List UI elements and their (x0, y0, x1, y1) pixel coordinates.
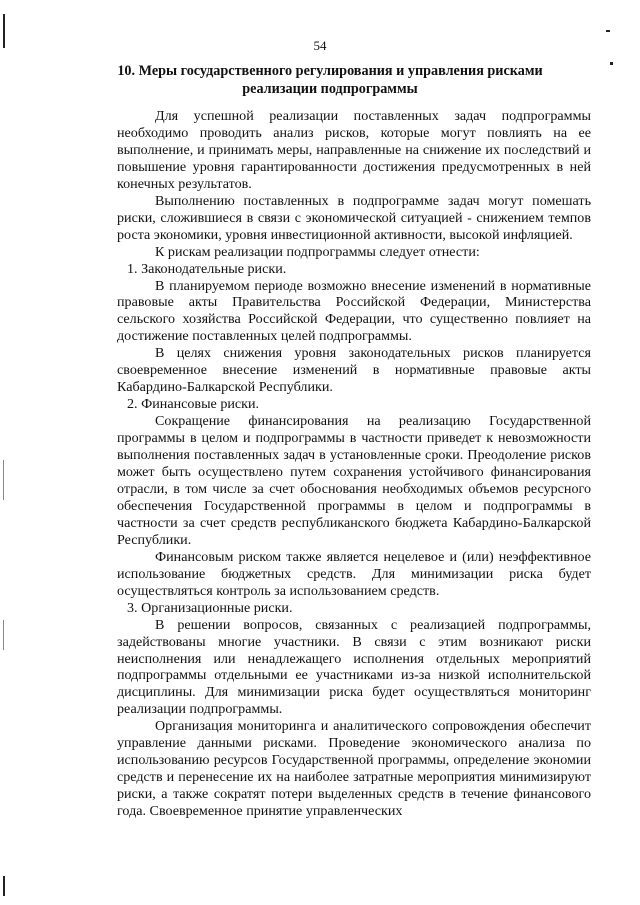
paragraph-economic-risks: Выполнению поставленных в подпрограмме задач могут помешать риски, сложившиеся в связи с экономической ситуацией - снижением темпов роста экономики, уровня инвестиционной активности, высокой инфляцией. (117, 192, 591, 243)
scan-mark-right-dot (610, 62, 613, 65)
paragraph-legislative-changes: В планируемом периоде возможно внесение изменений в нормативные правовые акты Правительства Российской Федерации, Министерства сельского хозяйства Российской Федерации, что существенно повлияет на достижение поставленных целей подпрограммы. (117, 277, 591, 345)
scan-mark-left-bottom (3, 876, 5, 896)
list-item-financial-risks: 2. Финансовые риски. (127, 396, 260, 413)
scan-mark-left-low (3, 620, 4, 650)
paragraph-participants: В решении вопросов, связанных с реализацией подпрограммы, задействованы многие участники. В связи с этим возникают риски неисполнения или ненадлежащего исполнения отдельных мероприятий подпрограммы отдельными ее участниками из-за низкой исполнительской дисциплины. Для минимизации риска будет осуществляться мониторинг реализации подпрограммы. (117, 616, 591, 718)
list-item-legislative-risks: 1. Законодательные риски. (127, 260, 287, 277)
scan-mark-left-mid (3, 460, 4, 500)
page-number: 54 (313, 38, 327, 53)
document-body (117, 108, 591, 820)
paragraph-legislative-mitigation: В целях снижения уровня законодательных рисков планируется своевременное внесение изменений в нормативные правовые акты Кабардино-Балкарской Республики. (117, 345, 591, 396)
scan-mark-right-top (606, 30, 610, 32)
paragraph-intro: Для успешной реализации поставленных задач подпрограммы необходимо проводить анализ рисков, которые могут повлиять на ее выполнение, и принимать меры, направленные на снижение их последствий и повышение уровня гарантированности достижения предусмотренных в ней конечных результатов. (117, 108, 591, 192)
scan-mark-left-top (3, 14, 5, 48)
paragraph-financing-reduction: Сокращение финансирования на реализацию Государственной программы в целом и подпрограммы в частности приведет к невозможности выполнения поставленных задач в установленные сроки. Преодоление рисков может быть осуществлено путем сохранения устойчивого финансирования отрасли, в том числе за счет обоснования необходимых объемов ресурсного обеспечения Государственной программы в целом и подпрограммы в частности за счет средств республиканского бюджета Кабардино-Балкарской Республики. (117, 413, 591, 548)
section-heading: 10. Меры государственного регулирования и управления рисками реализации подпрограммы (117, 63, 543, 97)
list-item-organizational-risks: 3. Организационные риски. (127, 599, 293, 616)
paragraph-risk-list-intro: К рискам реализации подпрограммы следует отнести: (155, 243, 480, 260)
paragraph-monitoring: Организация мониторинга и аналитического сопровождения обеспечит управление данными рисками. Проведение экономического анализа по использованию ресурсов Государственной программы, определение экономии средств и перенесение их на наиболее затратные мероприятия минимизируют риски, а также сократят потери выделенных средств в течение финансового года. Своевременное принятие управленческих (117, 718, 591, 820)
paragraph-financial-misuse: Финансовым риском также является нецелевое и (или) неэффективное использование бюджетных средств. Для минимизации риска будет осуществляться контроль за использованием средств. (117, 548, 591, 599)
